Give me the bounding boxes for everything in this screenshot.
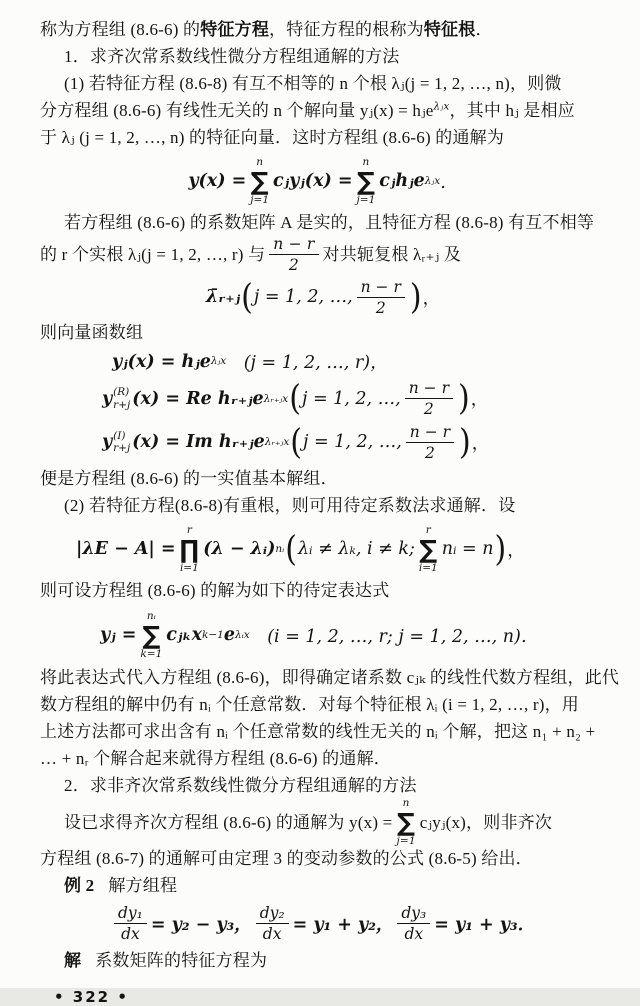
fraction-denominator: 2 [424,443,435,462]
math-condition: j = 1, 2, …, [302,432,402,453]
formula-ansatz [40,611,606,659]
solution-label: 解 [64,950,82,970]
paragraph-line-8: 便是方程组 (8.6-6) 的一实值基本解组． [40,469,338,489]
paragraph-line-13: 上述方法都可求出含有 nᵢ 个任意常数的线性无关的 nᵢ 个解，把这 n₁ + n₂ + [40,722,596,742]
sum-upper-limit: n [362,156,370,168]
text-run: 分方程组 (8.6-6) 有线性无关的 n 个解向量 yⱼ(x) = hⱼe [40,101,434,120]
fraction-n-minus-r-over-2 [269,236,318,274]
stacked-sup-sub [113,431,130,454]
product-operator [180,525,200,573]
math-superscript: λᵢx [235,628,250,641]
fraction-n-minus-r-over-2 [357,279,405,317]
prod-upper-limit: r [186,524,192,537]
summation-operator [419,525,438,573]
paragraph-line-11: 将此表达式代入方程组 (8.6-6)，即得确定诸系数 cⱼₖ 的线性代数方程组，此代 [40,668,620,688]
math-superscript: λⱼx [433,100,450,113]
math-condition: (j = 1, 2, …, r)， [226,353,388,374]
math-condition: λᵢ ≠ λₖ, i ≠ k; [297,539,415,560]
sum-upper-limit: n [256,156,264,168]
solution-heading [40,947,606,974]
math-rhs: = y₁ + y₃． [434,915,536,936]
page-number: • 322 • [54,987,129,1006]
math-condition: (i = 1, 2, …, r; j = 1, 2, …, n)． [249,626,539,647]
math-subscript: r+j [113,442,131,455]
fraction-numerator: n − r [357,279,405,298]
math-superscript: (I) [113,429,126,442]
sum-upper-limit: nᵢ [146,610,156,623]
sigma-symbol: ∑ [142,620,161,650]
summation-operator [357,157,376,205]
summation-operator [250,157,269,205]
fraction-denominator: 2 [288,256,299,275]
paragraph-line-14: … + nᵣ 个解合起来就得方程组 (8.6-6) 的通解． [40,749,391,769]
summation-operator [140,611,162,659]
paragraph-line-6 [40,236,606,274]
sum-lower-limit: i=1 [418,561,438,574]
math-superscript: k−1 [202,628,224,641]
formula-general-solution [40,157,606,205]
math-lhs: |λE − A| = [76,539,176,560]
paragraph-line-9: (2) 若特征方程(8.6-8)有重根，则可用待定系数法求通解．设 [64,496,516,516]
fraction-n-minus-r-over-2 [406,424,454,462]
math-rhs: = y₂ − y₃， [150,915,252,936]
example-label: 例 2 [64,876,95,896]
formula-vector-solution-im [40,424,606,462]
derivative-dy2-dx [256,905,289,943]
paragraph-line-3 [40,97,606,124]
math-superscript: λᵣ₊ⱼx [264,436,290,449]
math-body: j = 1, 2, …, [253,287,353,308]
close-paren: ) [494,529,507,570]
sigma-symbol: ∑ [397,807,416,837]
sigma-symbol: ∑ [250,166,269,196]
formula-conjugate-roots [40,279,606,317]
math-superscript: (R) [113,386,130,399]
math-condition: nᵢ = n [441,539,494,560]
text-run: 设已求得齐次方程组 (8.6-6) 的通解为 y(x) = [64,812,393,832]
math-base: y [102,432,113,453]
math-punct: ， [422,287,441,308]
math-punct: ， [470,389,489,410]
math-body: cⱼyⱼ(x) = [273,171,353,191]
paragraph-line-12: 数方程组的解中仍有 nᵢ 个任意常数．对每个特征根 λᵢ (i = 1, 2, …, r)，用 [40,695,579,715]
text-run: ，特征方程的根称为 [269,20,424,39]
text-run: 称为方程组 (8.6-6) 的 [40,20,201,39]
text-run: cⱼyⱼ(x)，则非齐次 [419,812,553,832]
fraction-n-minus-r-over-2 [405,380,453,418]
paragraph-line-15 [40,799,606,845]
open-paren: ( [290,422,302,463]
sigma-symbol: ∑ [419,534,438,564]
heading-method-1: 1．求齐次常系数线性微分方程组通解的方法 [64,47,400,66]
heading-method-2: 2．求非齐次常系数线性微分方程组通解的方法 [64,776,417,796]
close-paren: ) [459,422,471,463]
math-punct: ， [507,539,525,560]
sigma-symbol: ∑ [356,166,375,196]
math-rhs: = y₁ + y₂， [292,915,394,936]
math-condition: j = 1, 2, …, [301,388,401,409]
math-subscript: r+j [113,398,131,411]
derivative-dy1-dx [114,905,147,943]
math-body: cⱼₖx [166,625,203,646]
example-2-heading [40,872,606,899]
fraction-numerator: dy₁ [114,905,147,924]
fraction-denominator: 2 [423,400,434,419]
text-run: 的 r 个实根 λⱼ(j = 1, 2, …, r) 与 [40,245,266,265]
paragraph-line-2: (1) 若特征方程 (8.6-8) 有互不相等的 n 个根 λⱼ(j = 1, 2, …, n)，则微 [64,74,562,93]
fraction-denominator: dx [404,925,424,944]
fraction-numerator: dy₂ [256,905,289,924]
derivative-dy3-dx [397,905,430,943]
fraction-denominator: dx [121,925,140,944]
paragraph-line-5: 若方程组 (8.6-6) 的系数矩阵 A 是实的，且特征方程 (8.6-8) 有互不相等 [64,213,595,232]
summation-operator [396,798,415,846]
paragraph-line-7: 则向量函数组 [40,323,144,343]
pi-symbol: ∏ [179,534,200,564]
math-lhs: y(x) = [188,171,247,191]
math-superscript: λⱼx [424,174,441,187]
close-paren: ) [457,378,470,419]
text-run: 系数矩阵的特征方程为 [95,950,268,970]
paragraph-line-16: 方程组 (8.6-7) 的通解可由定理 3 的变动参数的公式 (8.6-5) 给出． [40,849,533,869]
formula-vector-solution-real [40,349,606,374]
formula-ode-system [40,905,606,943]
stacked-sup-sub [113,387,130,410]
text-run: ，其中 hⱼ 是相应 [449,101,575,120]
paragraph-line-1 [40,16,606,43]
math-base: y [102,388,113,409]
math-lhs: yⱼ = [100,625,137,646]
sum-lower-limit: k=1 [140,647,163,660]
example-title: 解方组程 [108,876,178,896]
open-paren: ( [241,277,253,318]
fraction-numerator: n − r [406,424,454,443]
text-run: ． [475,20,493,39]
formula-vector-solution-re [40,380,606,418]
open-paren: ( [289,378,301,419]
fraction-numerator: dy₃ [397,905,430,924]
math-body: (λ − λᵢ) [203,539,276,560]
math-superscript: λᵣ₊ⱼx [263,392,289,405]
fraction-denominator: dx [262,925,282,944]
sum-lower-limit: j=1 [356,193,376,206]
math-superscript: nᵢ [275,542,285,555]
math-body: (x) = Re hᵣ₊ⱼe [132,388,264,409]
bold-term-characteristic-root: 特征根 [423,20,476,39]
sum-lower-limit: j=1 [250,193,269,206]
sum-lower-limit: j=1 [396,834,416,847]
fraction-numerator: n − r [405,380,453,399]
close-paren: ) [409,277,422,318]
math-body: (x) = Im hᵣ₊ⱼe [132,432,265,453]
paragraph-line-4: 于 λⱼ (j = 1, 2, …, n) 的特征向量．这时方程组 (8.6-6) 的通解为 [40,128,505,147]
paragraph-line-10: 则可设方程组 (8.6-6) 的解为如下的待定表达式 [40,581,390,601]
sum-upper-limit: r [425,524,431,537]
fraction-numerator: n − r [269,236,318,255]
open-paren: ( [285,529,297,570]
math-superscript: λⱼx [210,355,227,368]
math-e: e [223,625,235,646]
math-body: cⱼhⱼe [379,171,425,191]
bold-term-characteristic-equation: 特征方程 [200,20,270,39]
formula-characteristic-determinant [40,525,606,573]
math-lhs: λ̄ᵣ₊ⱼ [205,287,241,308]
prod-lower-limit: i=1 [179,561,199,574]
fraction-denominator: 2 [375,298,386,317]
sum-upper-limit: n [402,797,410,810]
math-punct: ， [471,432,490,453]
math-punct: ． [440,172,458,193]
math-lhs: yⱼ(x) = hⱼe [112,351,211,372]
text-run: 对共轭复根 λᵣ₊ⱼ 及 [322,245,462,265]
